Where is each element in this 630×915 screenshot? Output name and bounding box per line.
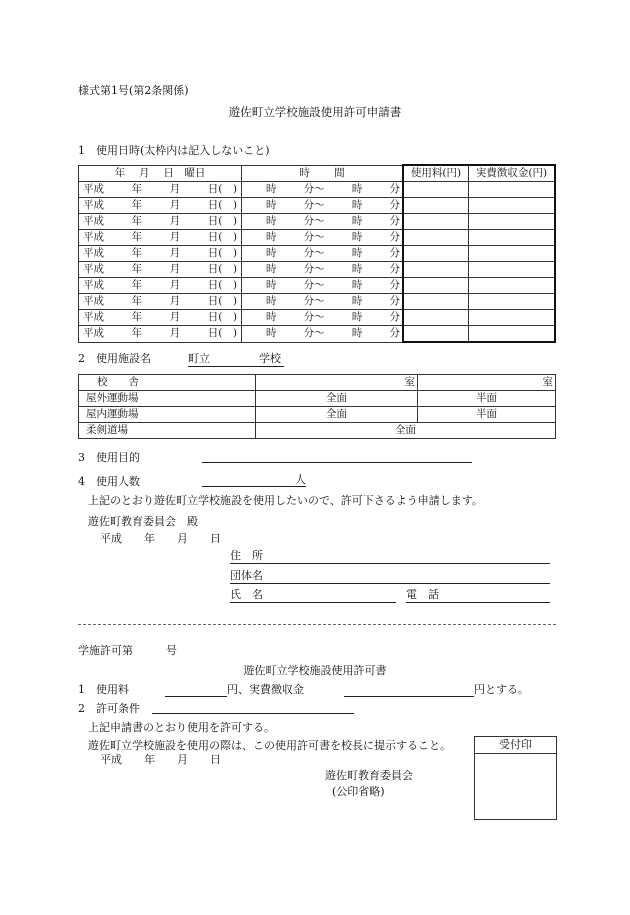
year-text: 年 xyxy=(131,247,143,259)
min-from-text: 分〜 xyxy=(303,263,325,275)
min-to-text: 分 xyxy=(389,215,400,227)
schedule-date-cell[interactable] xyxy=(79,310,242,326)
group-field[interactable] xyxy=(230,569,550,584)
year-text: 年 xyxy=(131,215,143,227)
year-text: 年 xyxy=(131,263,143,275)
schedule-fee-cell xyxy=(403,246,469,262)
day-text: 日( ) xyxy=(207,311,237,323)
schedule-row xyxy=(79,326,556,343)
hour2-text: 時 xyxy=(351,183,363,195)
schedule-row xyxy=(79,198,556,214)
col-fee-header: 使用料(円) xyxy=(403,165,469,182)
hour2-text: 時 xyxy=(351,311,363,323)
schedule-date-cell[interactable] xyxy=(79,246,242,262)
day-text: 日( ) xyxy=(207,215,237,227)
day-text: 日( ) xyxy=(207,247,237,259)
facility-name: 屋内運動場 xyxy=(79,407,256,423)
day-text: 日( ) xyxy=(207,279,237,291)
schedule-time-cell[interactable] xyxy=(242,198,404,214)
schedule-cost-cell xyxy=(469,278,556,294)
year-text: 年 xyxy=(131,199,143,211)
year-text: 年 xyxy=(131,295,143,307)
form-number: 様式第1号(第2条関係) xyxy=(78,84,189,97)
schedule-fee-cell xyxy=(403,278,469,294)
schedule-time-cell[interactable] xyxy=(242,262,404,278)
schedule-cost-cell xyxy=(469,198,556,214)
hour2-text: 時 xyxy=(351,247,363,259)
month-text: 月 xyxy=(169,279,181,291)
schedule-cost-cell xyxy=(469,230,556,246)
school-text: 学校 xyxy=(259,352,281,365)
hour2-text: 時 xyxy=(351,263,363,275)
era-text: 平成 xyxy=(83,215,104,227)
month-text: 月 xyxy=(169,199,181,211)
schedule-time-cell[interactable] xyxy=(242,294,404,310)
seal-note: (公印省略) xyxy=(332,785,385,798)
schedule-fee-cell xyxy=(403,198,469,214)
schedule-time-cell[interactable] xyxy=(242,246,404,262)
day-text: 日( ) xyxy=(207,231,237,243)
schedule-cost-cell xyxy=(469,326,556,343)
month-text: 月 xyxy=(169,295,181,307)
permit-cost-unit: 円とする。 xyxy=(474,683,529,696)
schedule-row xyxy=(79,214,556,230)
application-title: 遊佐町立学校施設使用許可申請書 xyxy=(228,105,402,119)
schedule-cost-cell xyxy=(469,262,556,278)
min-to-text: 分 xyxy=(389,183,400,195)
facility-row xyxy=(79,423,556,439)
min-from-text: 分〜 xyxy=(303,311,325,323)
permit-cond-field[interactable] xyxy=(152,700,354,714)
purpose-field[interactable] xyxy=(202,449,472,463)
facility-option-b[interactable]: 半面 xyxy=(418,391,556,407)
schedule-time-cell[interactable] xyxy=(242,230,404,246)
schedule-fee-cell xyxy=(403,230,469,246)
section4-label: 4 使用人数 xyxy=(78,475,140,488)
schedule-date-cell[interactable] xyxy=(79,326,242,343)
era-text: 平成 xyxy=(83,279,104,291)
min-to-text: 分 xyxy=(389,327,400,340)
facility-row xyxy=(79,375,556,391)
month-text: 月 xyxy=(169,311,181,323)
era-text: 平成 xyxy=(83,247,104,259)
permit-fee-label: 1 使用料 xyxy=(78,683,129,696)
era-text: 平成 xyxy=(83,295,104,307)
permit-statement2: 遊佐町立学校施設を使用の際は、この使用許可書を校長に提示すること。 xyxy=(88,739,451,752)
permit-statement1: 上記申請書のとおり使用を許可する。 xyxy=(88,721,275,734)
col-date-header: 年 月 日 曜日 xyxy=(79,165,242,182)
month-text: 月 xyxy=(169,247,181,259)
receipt-stamp-box[interactable] xyxy=(474,736,557,820)
hour-text: 時 xyxy=(266,231,277,243)
facility-name: 校 舎 xyxy=(79,375,256,391)
schedule-time-cell[interactable] xyxy=(242,214,404,230)
min-from-text: 分〜 xyxy=(303,183,325,195)
permit-fee-unit: 円、実費徴収金 xyxy=(227,683,304,696)
year-text: 年 xyxy=(131,311,143,323)
application-date: 平成 年 月 日 xyxy=(100,532,221,545)
permit-date: 平成 年 月 日 xyxy=(100,753,221,766)
schedule-fee-cell xyxy=(403,214,469,230)
name-label: 氏 名 xyxy=(230,588,263,601)
col-cost-header: 実費徴収金(円) xyxy=(469,165,556,182)
town-text: 町立 xyxy=(188,352,210,365)
declaration: 上記のとおり遊佐町立学校施設を使用したいので、許可下さるよう申請します。 xyxy=(88,494,483,507)
month-text: 月 xyxy=(169,215,181,227)
permit-issuer: 遊佐町教育委員会 xyxy=(325,769,413,782)
year-text: 年 xyxy=(131,231,143,243)
section1-label: 1 使用日時(太枠内は記入しないこと) xyxy=(78,144,270,157)
month-text: 月 xyxy=(169,231,181,243)
year-text: 年 xyxy=(131,183,143,195)
permit-cond-label: 2 許可条件 xyxy=(78,702,140,715)
min-from-text: 分〜 xyxy=(303,279,325,291)
min-from-text: 分〜 xyxy=(303,247,325,259)
hour-text: 時 xyxy=(266,263,277,275)
min-from-text: 分〜 xyxy=(303,295,325,307)
min-to-text: 分 xyxy=(389,311,400,323)
facility-row xyxy=(79,407,556,423)
min-to-text: 分 xyxy=(389,247,400,259)
min-to-text: 分 xyxy=(389,199,400,211)
schedule-row xyxy=(79,182,556,198)
schedule-date-cell[interactable] xyxy=(79,214,242,230)
cut-line xyxy=(78,624,556,625)
month-text: 月 xyxy=(169,263,181,275)
schedule-row xyxy=(79,294,556,310)
year-text: 年 xyxy=(131,327,143,340)
permit-fee-field[interactable] xyxy=(165,683,227,697)
min-to-text: 分 xyxy=(389,279,400,291)
schedule-fee-cell xyxy=(403,310,469,326)
col-time-header: 時 間 xyxy=(242,165,404,182)
min-from-text: 分〜 xyxy=(303,231,325,243)
hour2-text: 時 xyxy=(351,215,363,227)
permit-number: 学施許可第 号 xyxy=(78,644,177,657)
schedule-date-cell[interactable] xyxy=(79,262,242,278)
facility-unit-a: 室 xyxy=(256,375,418,391)
schedule-row xyxy=(79,310,556,326)
era-text: 平成 xyxy=(83,263,104,275)
schedule-cost-cell xyxy=(469,214,556,230)
facility-option-a[interactable]: 全面 xyxy=(256,391,418,407)
min-to-text: 分 xyxy=(389,263,400,275)
facility-option-b[interactable]: 半面 xyxy=(418,407,556,423)
facility-name-field[interactable] xyxy=(188,352,284,367)
hour2-text: 時 xyxy=(351,327,363,340)
schedule-time-cell[interactable] xyxy=(242,310,404,326)
facility-unit-b: 室 xyxy=(418,375,556,391)
facility-table xyxy=(78,374,556,439)
schedule-cost-cell xyxy=(469,182,556,198)
year-text: 年 xyxy=(131,279,143,291)
min-to-text: 分 xyxy=(389,295,400,307)
schedule-time-cell[interactable] xyxy=(242,182,404,198)
schedule-cost-cell xyxy=(469,310,556,326)
hour-text: 時 xyxy=(266,295,277,307)
hour-text: 時 xyxy=(266,311,277,323)
schedule-fee-cell xyxy=(403,182,469,198)
hour2-text: 時 xyxy=(351,295,363,307)
hour-text: 時 xyxy=(266,247,277,259)
min-to-text: 分 xyxy=(389,231,400,243)
permit-cost-field[interactable] xyxy=(344,683,474,697)
phone-field[interactable] xyxy=(406,588,550,603)
day-text: 日( ) xyxy=(207,263,237,275)
hour-text: 時 xyxy=(266,327,277,340)
schedule-date-cell[interactable] xyxy=(79,182,242,198)
facility-option-a[interactable]: 全面 xyxy=(256,407,418,423)
schedule-row xyxy=(79,246,556,262)
schedule-fee-cell xyxy=(403,326,469,343)
facility-option-a[interactable]: 全面 xyxy=(256,423,556,439)
schedule-row xyxy=(79,262,556,278)
facility-name: 柔剣道場 xyxy=(79,423,256,439)
min-from-text: 分〜 xyxy=(303,327,325,340)
hour2-text: 時 xyxy=(351,199,363,211)
schedule-fee-cell xyxy=(403,294,469,310)
schedule-date-cell[interactable] xyxy=(79,294,242,310)
hour-text: 時 xyxy=(266,279,277,291)
hour-text: 時 xyxy=(266,183,277,195)
receipt-stamp-label: 受付印 xyxy=(475,737,556,754)
schedule-date-cell[interactable] xyxy=(79,278,242,294)
attendees-unit: 人 xyxy=(295,473,306,486)
attendees-field[interactable] xyxy=(202,473,306,487)
group-label: 団体名 xyxy=(230,569,263,582)
era-text: 平成 xyxy=(83,183,104,195)
era-text: 平成 xyxy=(83,199,104,211)
hour2-text: 時 xyxy=(351,231,363,243)
hour-text: 時 xyxy=(266,215,277,227)
address-field[interactable] xyxy=(230,549,550,564)
era-text: 平成 xyxy=(83,311,104,323)
schedule-date-cell[interactable] xyxy=(79,230,242,246)
schedule-header xyxy=(79,165,556,182)
schedule-time-cell[interactable] xyxy=(242,326,404,343)
month-text: 月 xyxy=(169,183,181,195)
name-field[interactable] xyxy=(230,588,396,603)
addressee: 遊佐町教育委員会 殿 xyxy=(88,515,198,528)
schedule-row xyxy=(79,230,556,246)
phone-label: 電 話 xyxy=(406,588,439,601)
day-text: 日( ) xyxy=(207,327,237,340)
hour-text: 時 xyxy=(266,199,277,211)
min-from-text: 分〜 xyxy=(303,215,325,227)
schedule-fee-cell xyxy=(403,262,469,278)
era-text: 平成 xyxy=(83,327,104,340)
schedule-row xyxy=(79,278,556,294)
schedule-cost-cell xyxy=(469,294,556,310)
hour2-text: 時 xyxy=(351,279,363,291)
facility-name: 屋外運動場 xyxy=(79,391,256,407)
address-label: 住 所 xyxy=(230,549,263,562)
day-text: 日( ) xyxy=(207,183,237,195)
facility-row xyxy=(79,391,556,407)
permit-title: 遊佐町立学校施設使用許可書 xyxy=(243,664,387,677)
day-text: 日( ) xyxy=(207,295,237,307)
schedule-table xyxy=(78,164,556,343)
month-text: 月 xyxy=(169,327,181,340)
section3-label: 3 使用目的 xyxy=(78,451,140,464)
era-text: 平成 xyxy=(83,231,104,243)
min-from-text: 分〜 xyxy=(303,199,325,211)
schedule-date-cell[interactable] xyxy=(79,198,242,214)
day-text: 日( ) xyxy=(207,199,237,211)
section2-label: 2 使用施設名 xyxy=(78,352,151,365)
schedule-cost-cell xyxy=(469,246,556,262)
schedule-time-cell[interactable] xyxy=(242,278,404,294)
